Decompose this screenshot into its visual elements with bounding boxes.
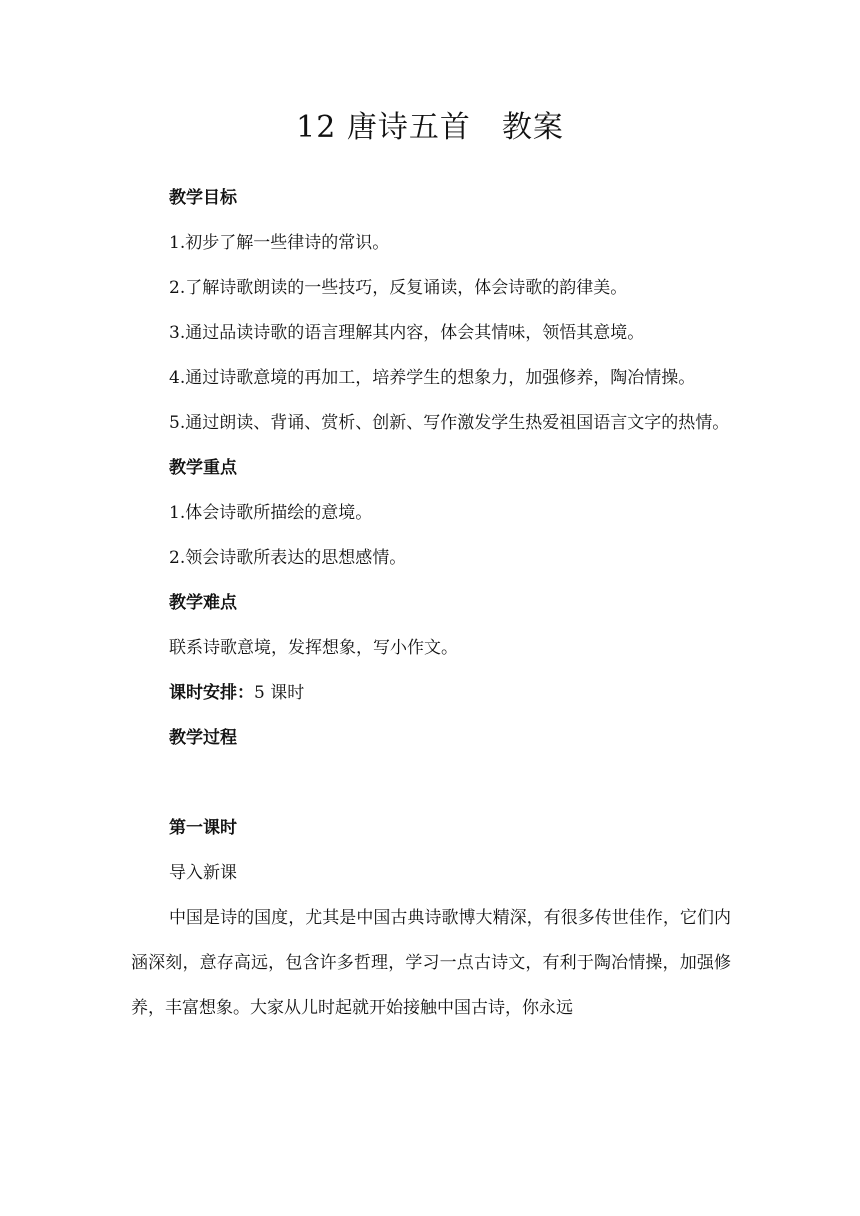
key-point-item: 1.体会诗歌所描绘的意境。 xyxy=(169,503,373,523)
objective-item: 4.通过诗歌意境的再加工，培养学生的想象力，加强修养，陶冶情操。 xyxy=(169,368,696,388)
document-body xyxy=(131,176,731,1031)
schedule-value: 5 课时 xyxy=(254,683,305,703)
key-point-item: 2.领会诗歌所表达的思想感情。 xyxy=(169,548,407,568)
key-points-heading: 教学重点 xyxy=(169,458,237,478)
blank-line xyxy=(131,761,731,806)
process-heading: 教学过程 xyxy=(169,728,237,748)
difficulties-heading: 教学难点 xyxy=(169,593,237,613)
lesson1-heading: 第一课时 xyxy=(169,818,237,838)
lesson1-subheading: 导入新课 xyxy=(169,863,237,883)
schedule-label: 课时安排： xyxy=(169,683,254,703)
schedule-line xyxy=(131,671,731,716)
objective-item: 1.初步了解一些律诗的常识。 xyxy=(169,233,390,253)
objective-item: 3.通过品读诗歌的语言理解其内容，体会其情味，领悟其意境。 xyxy=(169,323,645,343)
objectives-heading: 教学目标 xyxy=(169,188,237,208)
objective-item: 2.了解诗歌朗读的一些技巧，反复诵读，体会诗歌的韵律美。 xyxy=(169,278,628,298)
difficulties-text: 联系诗歌意境，发挥想象，写小作文。 xyxy=(169,638,458,658)
lesson1-paragraph: 中国是诗的国度，尤其是中国古典诗歌博大精深，有很多传世佳作，它们内涵深刻，意存高远，包含许多哲理，学习一点古诗文，有利于陶冶情操，加强修养，丰富想象。大家从儿时起就开始接触中国古诗，你永远 xyxy=(131,908,731,1018)
objective-item: 5.通过朗读、背诵、赏析、创新、写作激发学生热爱祖国语言文字的热情。 xyxy=(169,413,730,433)
document-title: 12 唐诗五首 教案 xyxy=(296,110,564,145)
